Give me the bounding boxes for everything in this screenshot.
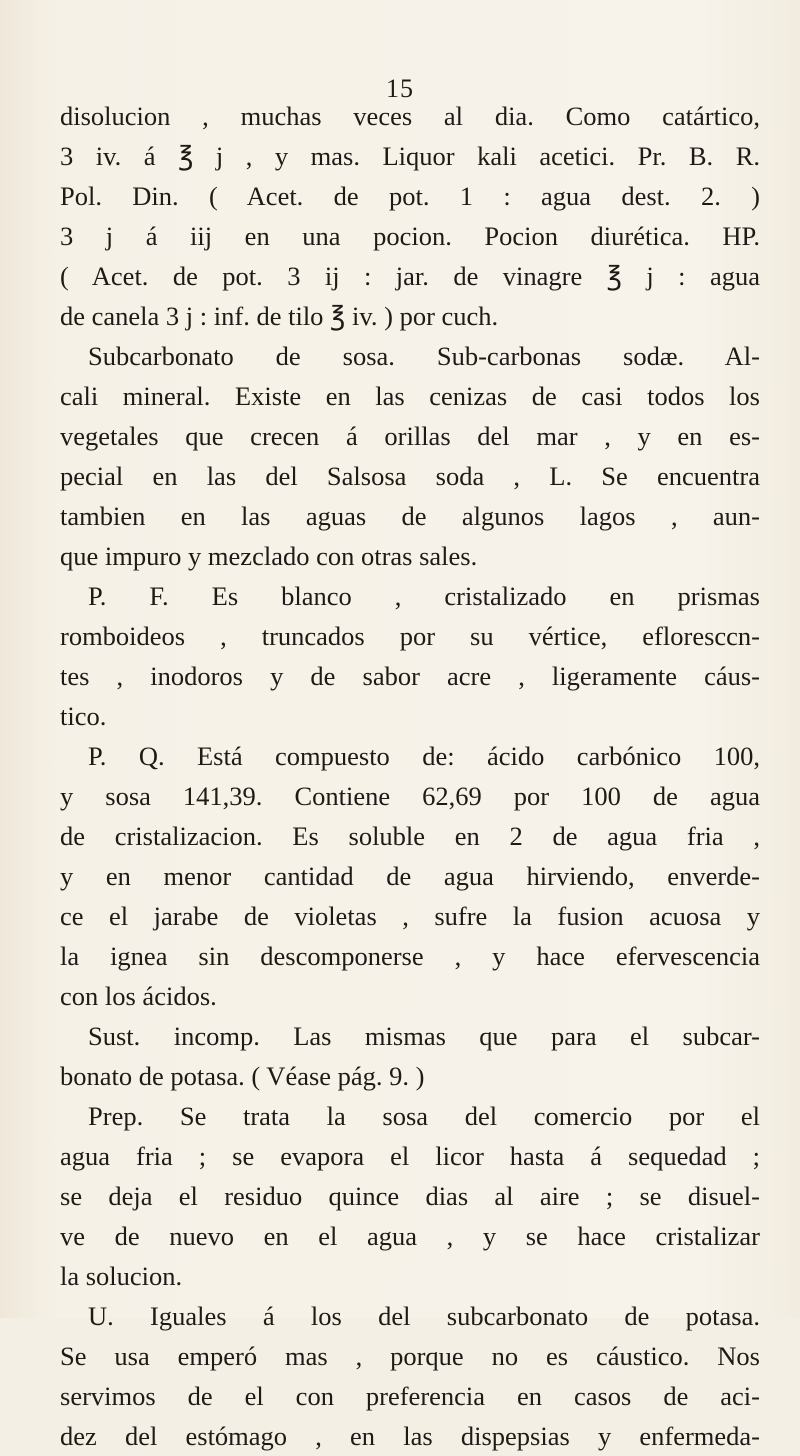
text-line: cali mineral. Existe en las cenizas de casi todos los (60, 381, 760, 411)
text-line: la ignea sin descomponerse , y hace efervescencia (60, 941, 760, 971)
text-line: ce el jarabe de violetas , sufre la fusion acuosa y (60, 901, 760, 931)
text-line: tes , inodoros y de sabor acre , ligeramente cáus- (60, 661, 760, 691)
text-line: P. F. Es blanco , cristalizado en prismas (88, 581, 760, 611)
text-line: disolucion , muchas veces al dia. Como catártico, (60, 101, 760, 131)
text-line: agua fria ; se evapora el licor hasta á sequedad ; (60, 1141, 760, 1171)
text-line: Prep. Se trata la sosa del comercio por el (88, 1101, 760, 1131)
text-line: romboideos , truncados por su vértice, efloresccn- (60, 621, 760, 651)
text-line: dez del estómago , en las dispepsias y enfermeda- (60, 1421, 760, 1451)
text-line: ve de nuevo en el agua , y se hace cristalizar (60, 1221, 760, 1251)
text-line: 3 iv. á ℥ j , y mas. Liquor kali acetici. Pr. B. R. (60, 141, 760, 171)
text-line: se deja el residuo quince dias al aire ; se disuel- (60, 1181, 760, 1211)
text-line: servimos de el con preferencia en casos de aci- (60, 1381, 760, 1411)
text-line: y sosa 141,39. Contiene 62,69 por 100 de agua (60, 781, 760, 811)
text-line: Se usa emperó mas , porque no es cáustico. Nos (60, 1341, 760, 1371)
text-line: y en menor cantidad de agua hirviendo, enverde- (60, 861, 760, 891)
body-text (60, 96, 760, 1456)
text-line: de canela 3 j : inf. de tilo ℥ iv. ) por cuch. (60, 301, 499, 331)
page-number: 15 (386, 74, 414, 103)
text-line: tambien en las aguas de algunos lagos , aun- (60, 501, 760, 531)
text-line: Pol. Din. ( Acet. de pot. 1 : agua dest. 2. ) (60, 181, 760, 211)
text-line: que impuro y mezclado con otras sales. (60, 541, 478, 571)
text-line: bonato de potasa. ( Véase pág. 9. ) (60, 1061, 425, 1091)
text-line: Subcarbonato de sosa. Sub-carbonas sodæ. Al- (88, 341, 760, 371)
text-line: la solucion. (60, 1261, 183, 1291)
text-line: con los ácidos. (60, 981, 217, 1011)
text-line: tico. (60, 701, 107, 731)
text-line: P. Q. Está compuesto de: ácido carbónico 100, (88, 741, 760, 771)
text-line: Sust. incomp. Las mismas que para el subcar- (88, 1021, 760, 1051)
text-line: ( Acet. de pot. 3 ij : jar. de vinagre ℥ j : agua (60, 261, 760, 291)
text-line: de cristalizacion. Es soluble en 2 de agua fria , (60, 821, 760, 851)
text-line: vegetales que crecen á orillas del mar , y en es- (60, 421, 760, 451)
text-line: 3 j á iij en una pocion. Pocion diurética. HP. (60, 221, 760, 251)
text-line: U. Iguales á los del subcarbonato de potasa. (88, 1301, 760, 1331)
text-line: pecial en las del Salsosa soda , L. Se encuentra (60, 461, 760, 491)
